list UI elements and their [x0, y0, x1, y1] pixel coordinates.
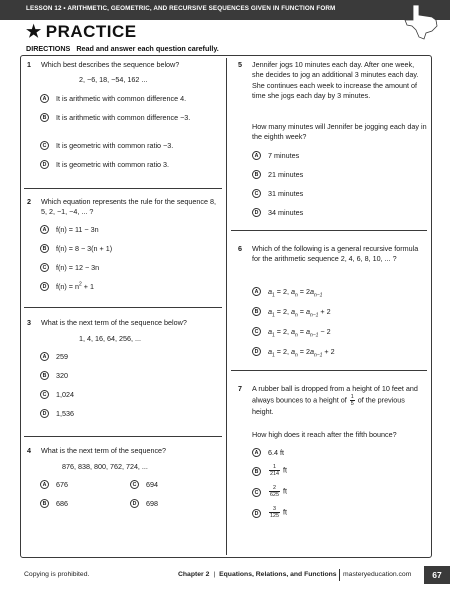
- choice-bubble: D: [40, 160, 49, 169]
- chapter-info: [178, 571, 337, 578]
- choice-text: It is geometric with common ratio −3.: [56, 141, 174, 150]
- choice-text: It is geometric with common ratio 3.: [56, 160, 170, 169]
- choice-bubble: D: [252, 509, 261, 518]
- choice-bubble: B: [40, 499, 49, 508]
- choice-bubble: C: [252, 488, 261, 497]
- choice-formula: $a_1 = 2$, $a_n = a_{n-1} - 2$: [268, 327, 331, 339]
- choice-bubble: A: [40, 352, 49, 361]
- question-number: 3: [27, 318, 31, 327]
- choice-text: 21 minutes: [268, 170, 304, 179]
- choice-bubble: C: [40, 263, 49, 272]
- question-separator: [231, 230, 427, 231]
- directions-text: Read and answer each question carefully.: [76, 44, 219, 53]
- choice-bubble: B: [40, 244, 49, 253]
- choice-bubble: A: [252, 151, 261, 160]
- question-separator: [24, 436, 222, 437]
- choice-text: f(n) = 12 − 3n: [56, 263, 100, 272]
- choice-text: $f(n) = n^2 + 1$: [56, 281, 94, 291]
- question-text: Jennifer jogs 10 minutes each day. After one week, she decides to jog an additional 3 minutes each day. She continues each week to increase the amount of time she jogs each day by 3 minutes.: [252, 60, 419, 101]
- choice-bubble: B: [40, 113, 49, 122]
- footer-divider: [339, 569, 340, 581]
- question-5-prompt: How many minutes will Jennifer be jogging each day in the eighth week?: [252, 122, 427, 142]
- choice-formula: $a_1 = 2$, $a_n = 2a_{n-1}$: [268, 287, 323, 299]
- choice-bubble: B: [40, 371, 49, 380]
- choice-bubble: C: [252, 189, 261, 198]
- fraction: $\frac{1}{5}$: [350, 394, 354, 408]
- question-number: 5: [238, 60, 242, 69]
- choice-bubble: C: [40, 141, 49, 150]
- choice-bubble: D: [40, 282, 49, 291]
- chapter-number: Chapter 2: [178, 571, 210, 578]
- choice-bubble: B: [252, 467, 261, 476]
- choice-bubble: A: [40, 225, 49, 234]
- choice-text: 676: [56, 480, 68, 489]
- choice-bubble: C: [130, 480, 139, 489]
- directions-label: DIRECTIONS: [26, 44, 71, 53]
- choice-bubble: D: [130, 499, 139, 508]
- choice-fraction: $\frac{2}{625}$ ft: [270, 485, 287, 498]
- column-divider: [226, 58, 227, 555]
- choice-bubble: C: [40, 390, 49, 399]
- choice-fraction: $\frac{3}{125}$ ft: [270, 506, 287, 519]
- choice-text: 320: [56, 371, 68, 380]
- choice-bubble: B: [252, 170, 261, 179]
- question-number: 2: [27, 197, 31, 206]
- choice-text: It is arithmetic with common difference −3.: [56, 113, 191, 122]
- choice-text: 31 minutes: [268, 189, 304, 198]
- choice-bubble: C: [252, 327, 261, 336]
- choice-bubble: A: [252, 287, 261, 296]
- choice-text: 34 minutes: [268, 208, 304, 217]
- copyright-notice: Copying is prohibited.: [24, 571, 90, 578]
- lesson-title: LESSON 12 • ARITHMETIC, GEOMETRIC, AND RECURSIVE SEQUENCES GIVEN IN FUNCTION FORM: [26, 5, 336, 12]
- question-text: Which best describes the sequence below?: [41, 60, 180, 69]
- choice-formula: $a_1 = 2$, $a_n = a_{n-1} + 2$: [268, 307, 331, 319]
- practice-title: [26, 22, 137, 42]
- choice-text: f(n) = 11 − 3n: [56, 225, 99, 234]
- choice-formula: $a_1 = 2$, $a_n = 2a_{n-1} + 2$: [268, 347, 335, 359]
- choice-text: 694: [146, 480, 158, 489]
- choice-text: It is arithmetic with common difference 4.: [56, 94, 187, 103]
- choice-text: 1,024: [56, 390, 74, 399]
- choice-text: 6.4 ft: [268, 448, 284, 457]
- question-separator: [231, 370, 427, 371]
- choice-bubble: A: [252, 448, 261, 457]
- directions: [26, 44, 219, 53]
- choice-text: 1,536: [56, 409, 74, 418]
- question-number: 7: [238, 384, 242, 393]
- practice-label: PRACTICE: [45, 22, 137, 41]
- choice-fraction: $\frac{1}{214}$ ft: [270, 464, 287, 477]
- chapter-title: Equations, Relations, and Functions: [219, 571, 337, 578]
- question-4-sequence: 876, 838, 800, 762, 724, ...: [62, 462, 148, 471]
- question-text: What is the next term of the sequence?: [41, 446, 167, 455]
- choice-text: 698: [146, 499, 158, 508]
- choice-bubble: D: [252, 208, 261, 217]
- question-1-sequence: 2, −6, 18, −54, 162 ...: [79, 75, 148, 84]
- publisher-site: masteryeducation.com: [343, 571, 412, 578]
- question-text: Which equation represents the rule for the sequence 8, 5, 2, −1, −4, ... ?: [41, 197, 217, 217]
- question-number: 4: [27, 446, 31, 455]
- question-number: 1: [27, 60, 31, 69]
- question-number: 6: [238, 244, 242, 253]
- choice-text: 259: [56, 352, 68, 361]
- question-7-prompt: How high does it reach after the fifth bounce?: [252, 430, 397, 439]
- star-icon: ★: [26, 22, 42, 41]
- choice-text: f(n) = 8 − 3(n + 1): [56, 244, 113, 253]
- question-separator: [24, 307, 222, 308]
- choice-text: 686: [56, 499, 68, 508]
- choice-bubble: B: [252, 307, 261, 316]
- choice-bubble: D: [40, 409, 49, 418]
- chapter-separator: |: [213, 571, 216, 578]
- choice-bubble: D: [252, 347, 261, 356]
- question-text: A rubber ball is dropped from a height of 10 feet and always bounces to a height of $\frac{1}{5}$ of the previous height.: [252, 384, 418, 417]
- question-3-sequence: 1, 4, 16, 64, 256, ...: [79, 334, 141, 343]
- choice-bubble: A: [40, 480, 49, 489]
- texas-state-icon: [404, 4, 438, 40]
- choice-text: 7 minutes: [268, 151, 300, 160]
- question-text: Which of the following is a general recursive formula for the arithmetic sequence 2, 4, 6, 8, 10, ... ?: [252, 244, 419, 264]
- choice-bubble: A: [40, 94, 49, 103]
- page-number: 67: [424, 566, 450, 584]
- question-separator: [24, 188, 222, 189]
- question-text: What is the next term of the sequence below?: [41, 318, 187, 327]
